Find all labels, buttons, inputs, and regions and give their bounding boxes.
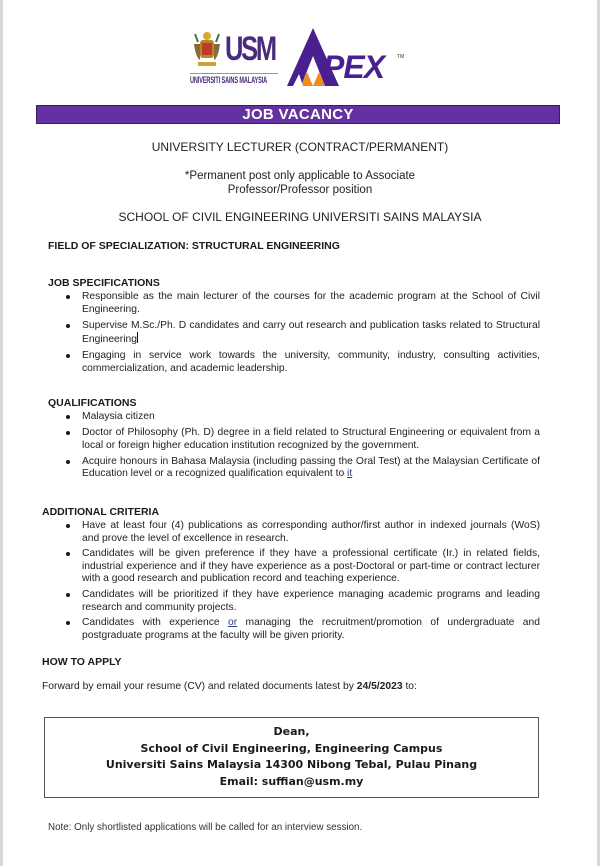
- apply-instructions: Forward by email your resume (CV) and related documents latest by 24/5/2023 to:: [42, 681, 417, 692]
- page-edge-left: [0, 0, 3, 866]
- list-item: Acquire honours in Bahasa Malaysia (including passing the Oral Test) at the Malaysian Certificate of Education level or a recognized qualification equivalent to it: [66, 456, 540, 481]
- bullet-icon: [66, 460, 70, 464]
- list-item: Candidates will be prioritized if they have experience managing academic programs and leading research and community projects.: [66, 589, 540, 614]
- deadline-date: 24/5/2023: [356, 681, 403, 692]
- bullet-icon: [66, 295, 70, 299]
- bullet-icon: [66, 354, 70, 358]
- job-specifications-list: [66, 291, 540, 379]
- bullet-icon: [66, 552, 70, 556]
- banner-title: JOB VACANCY: [242, 106, 354, 123]
- bullet-icon: [66, 415, 70, 419]
- underlined-word: it: [347, 468, 353, 480]
- address-email-line: Email: suffian@usm.my: [219, 774, 364, 788]
- qualifications-heading: QUALIFICATIONS: [48, 397, 137, 409]
- header-logos: [190, 26, 410, 92]
- apex-logo: [283, 26, 408, 92]
- address-box: [44, 717, 539, 798]
- list-item: Doctor of Philosophy (Ph. D) degree in a field related to Structural Engineering or equivalent from a local or foreign higher education institution recognized by the government.: [66, 427, 540, 452]
- position-title: UNIVERSITY LECTURER (CONTRACT/PERMANENT): [151, 140, 449, 154]
- qualifications-list: [66, 411, 540, 484]
- address-line-dean: Dean,: [273, 725, 310, 738]
- permanent-note-line1: *Permanent post only applicable to Associate: [184, 170, 416, 182]
- list-item: Responsible as the main lecturer of the courses for the academic program at the School of Civil Engineering.: [66, 291, 540, 316]
- additional-criteria-heading: ADDITIONAL CRITERIA: [42, 506, 160, 518]
- bullet-icon: [66, 593, 70, 597]
- field-of-specialization: FIELD OF SPECIALIZATION: STRUCTURAL ENGINEERING: [48, 240, 340, 252]
- usm-wordmark: USM: [225, 30, 275, 68]
- bullet-icon: [66, 524, 70, 528]
- email-link[interactable]: suffian@usm.my: [261, 774, 364, 788]
- bullet-icon: [66, 431, 70, 435]
- shortlist-note: Note: Only shortlisted applications will be called for an interview session.: [48, 822, 363, 833]
- job-vacancy-banner: [36, 105, 560, 124]
- apex-wordmark: PEX: [323, 49, 385, 85]
- bullet-icon: [66, 621, 70, 625]
- usm-crest-icon: [192, 30, 222, 70]
- text-cursor: [137, 332, 138, 343]
- usm-fullname: UNIVERSITI SAINS MALAYSIA: [190, 75, 267, 85]
- apex-trademark: TM: [397, 54, 405, 60]
- job-specifications-heading: JOB SPECIFICATIONS: [48, 277, 160, 289]
- list-item: Candidates will be given preference if they have a professional certificate (Ir.) in related fields, industrial experience and if they have experience as a post-Doctoral or part-time or contract lecturer with a good research and publication record and teaching experience.: [66, 548, 540, 586]
- address-line-school: School of Civil Engineering, Engineering Campus: [140, 741, 443, 755]
- usm-divider: [190, 73, 278, 74]
- permanent-note-line2: Professor/Professor position: [227, 184, 373, 196]
- how-to-apply-heading: HOW TO APPLY: [42, 656, 122, 668]
- list-item: Engaging in service work towards the university, community, industry, consulting activities, commercialization, and academic leadership.: [66, 350, 540, 375]
- list-item: Have at least four (4) publications as corresponding author/first author in indexed journals (WoS) and prove the level of excellence in research.: [66, 520, 540, 545]
- address-line-university: Universiti Sains Malaysia 14300 Nibong Tebal, Pulau Pinang: [105, 758, 478, 771]
- list-item: Supervise M.Sc./Ph. D candidates and carry out research and publication tasks related to Structural Engineering: [66, 320, 540, 347]
- school-name: SCHOOL OF CIVIL ENGINEERING UNIVERSITI SAINS MALAYSIA: [118, 210, 482, 224]
- list-item: Malaysia citizen: [66, 411, 540, 424]
- usm-logo: [190, 26, 278, 92]
- additional-criteria-list: [66, 520, 540, 645]
- list-item: Candidates with experience or managing the recruitment/promotion of undergraduate and postgraduate programs at the faculty will be given priority.: [66, 617, 540, 642]
- underlined-word: or: [227, 617, 238, 629]
- bullet-icon: [66, 324, 70, 328]
